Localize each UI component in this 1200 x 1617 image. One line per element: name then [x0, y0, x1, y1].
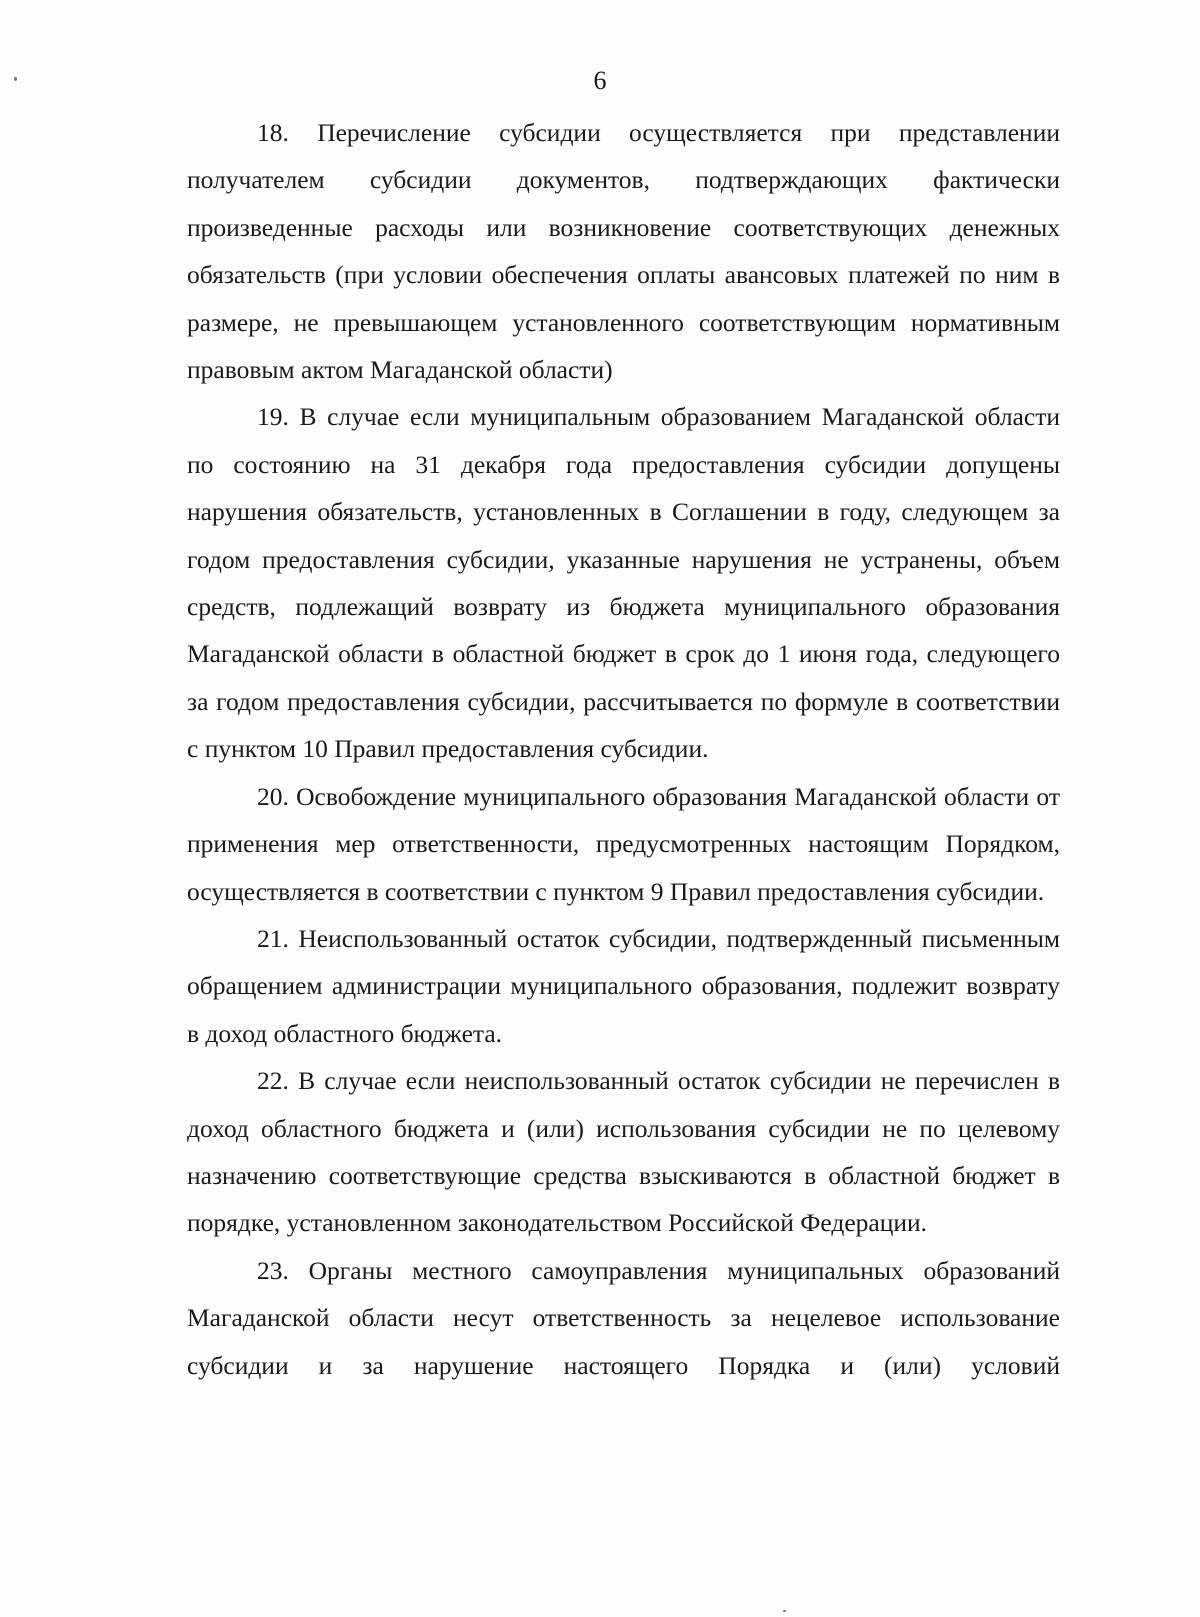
- page-number: 6: [593, 66, 607, 95]
- paragraph-20: 20. Освобождение муниципального образования Магаданской области от применения мер ответственности, предусмотренных настоящим Порядком, осуществляется в соответствии с пунктом 9 Правил предоставления субсидии.: [187, 781, 1060, 906]
- scan-speck: [783, 1610, 786, 1612]
- paragraph-23: 23. Органы местного самоуправления муниципальных образований Магаданской области несут ответственность за нецелевое использование субсидии и за нарушение настоящего Порядка и (или) условий: [187, 1255, 1060, 1380]
- document-body: [187, 109, 1060, 1389]
- paragraph-19: 19. В случае если муниципальным образованием Магаданской области по состоянию на 31 декабря года предоставления субсидии допущены нарушения обязательств, установленных в Соглашении в году, следующем за годом предоставления субсидии, указанные нарушения не устранены, объем средств, подлежащий возврату из бюджета муниципального образования Магаданской области в областной бюджет в срок до 1 июня года, следующего за годом предоставления субсидии, рассчитывается по формуле в соответствии с пунктом 10 Правил предоставления субсидии.: [187, 402, 1060, 764]
- paragraph-22: 22. В случае если неиспользованный остаток субсидии не перечислен в доход областного бюджета и (или) использования субсидии не по целевому назначению соответствующие средства взыскиваются в областной бюджет в порядке, установленном законодательством Российской Федерации.: [187, 1066, 1060, 1238]
- paragraph-18: 18. Перечисление субсидии осуществляется при представлении получателем субсидии документов, подтверждающих фактически произведенные расходы или возникновение соответствующих денежных обязательств (при условии обеспечения оплаты авансовых платежей по ним в размере, не превышающем установленного соответствующим нормативным правовым актом Магаданской области): [187, 118, 1060, 385]
- paragraph-21: 21. Неиспользованный остаток субсидии, подтвержденный письменным обращением администрации муниципального образования, подлежит возврату в доход областного бюджета.: [187, 923, 1060, 1048]
